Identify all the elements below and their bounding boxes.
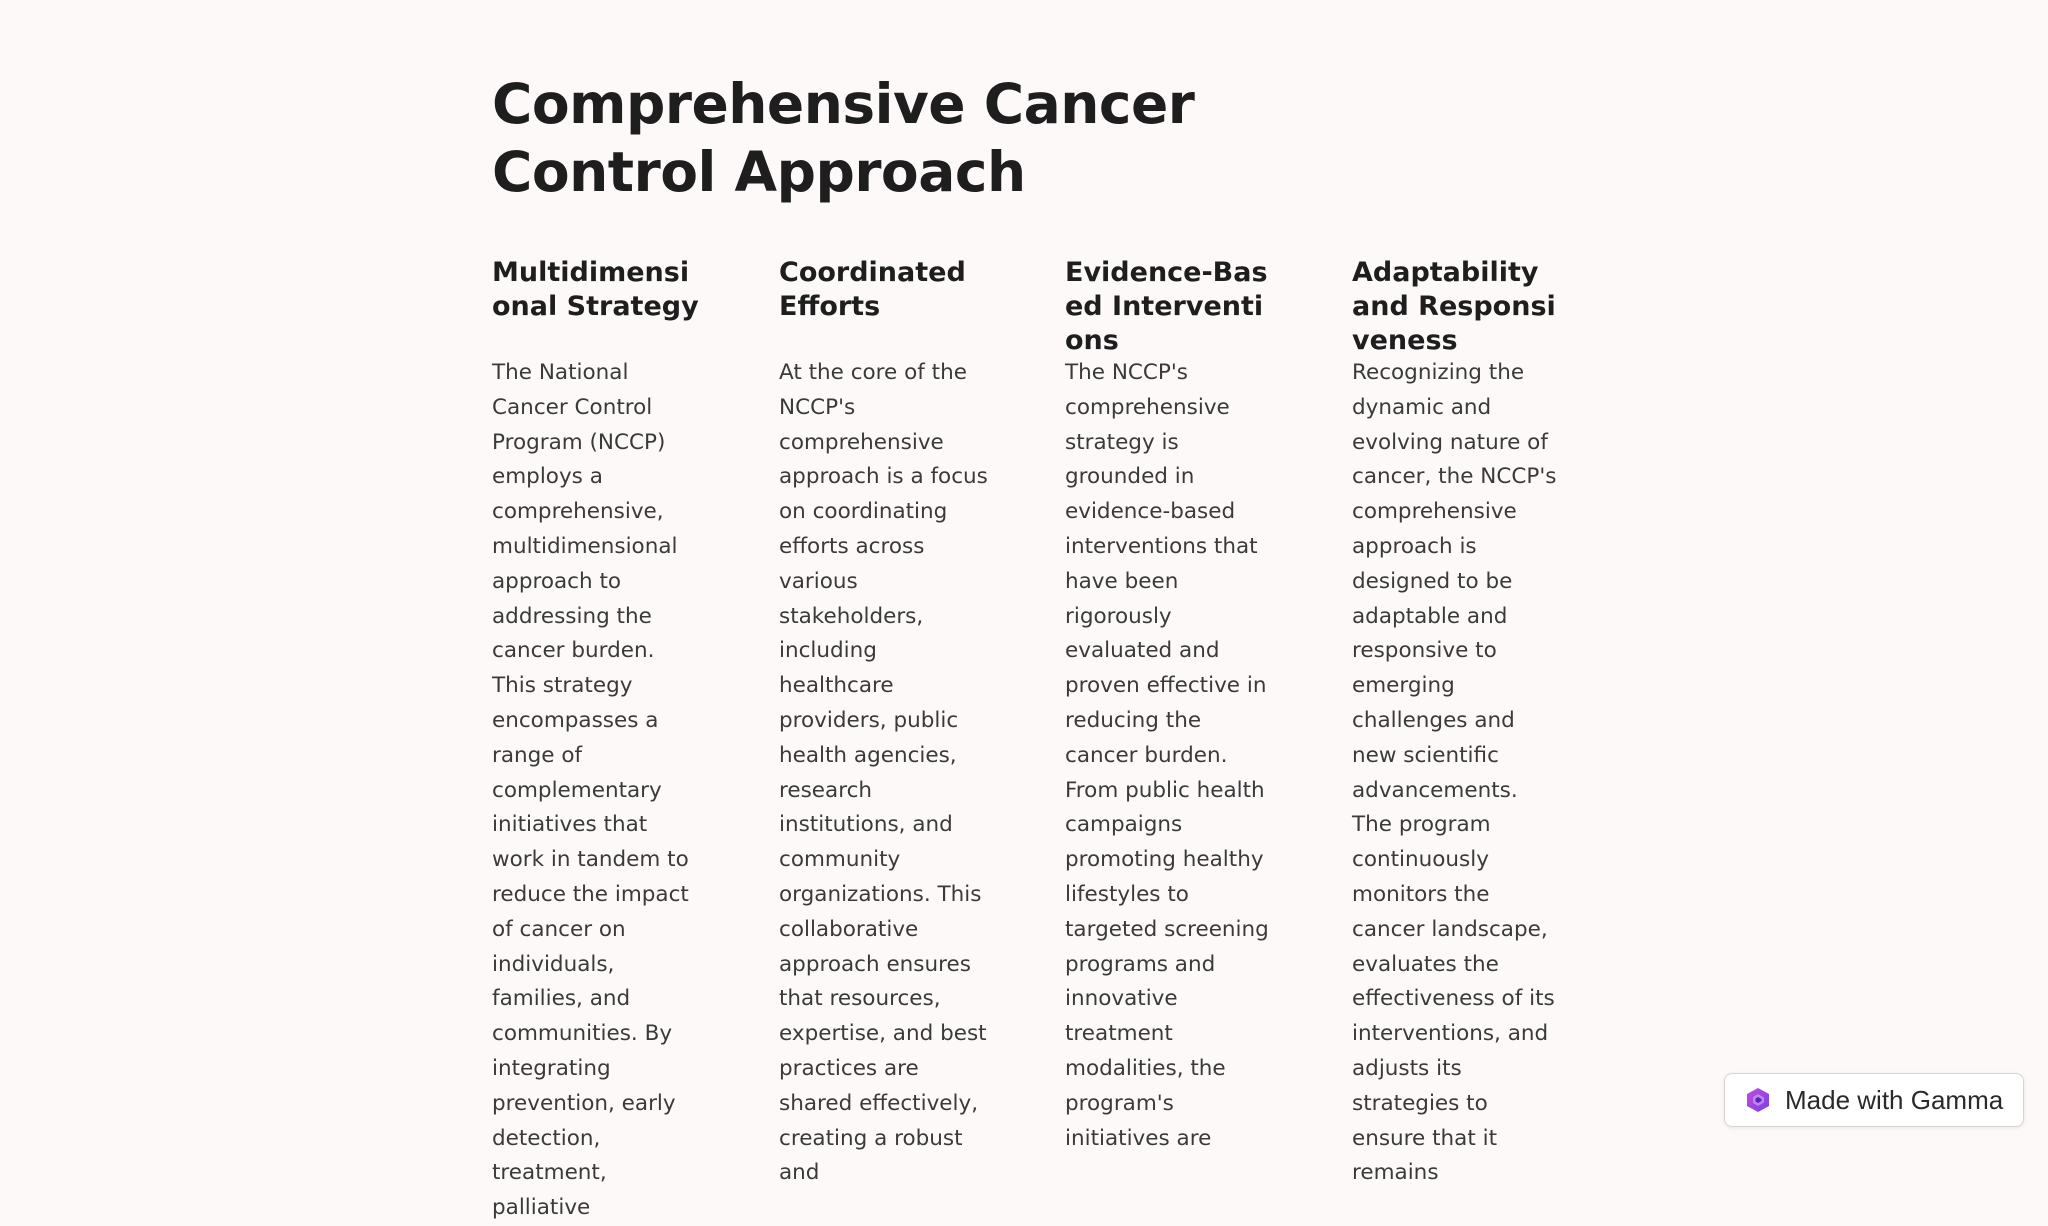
column-heading: Multidimensional Strategy bbox=[492, 257, 699, 322]
badge-label: Made with Gamma bbox=[1785, 1084, 2004, 1115]
column-body: At the core of the NCCP's comprehensive approach is a focus on coordinating efforts across various stakeholders, including healthcare providers, public health agencies, research institutions, and community organizations. This collaborative approach ensures that resources, expertise, and best practices are shared effectively, creating a robust and bbox=[779, 360, 988, 1186]
column-body: The National Cancer Control Program (NCCP) employs a comprehensive, multidimensional approach to addressing the cancer burden. This strategy encompasses a range of complementary initiatives that work in tandem to reduce the impact of cancer on individuals, families, and communities. By integrating prevention, early detection, treatment, palliative bbox=[492, 360, 689, 1221]
made-with-gamma-button[interactable] bbox=[1724, 1073, 2024, 1127]
column-coordinated-efforts bbox=[779, 256, 991, 1191]
gamma-logo-icon bbox=[1745, 1087, 1771, 1113]
column-body: Recognizing the dynamic and evolving nature of cancer, the NCCP's comprehensive approach is designed to be adaptable and responsive to emerging challenges and new scientific advancements. The program continuously monitors the cancer landscape, evaluates the effectiveness of its interventions, and adjusts its strategies to ensure that it remains bbox=[1352, 360, 1557, 1186]
page-title: Comprehensive Cancer Control Approach bbox=[492, 72, 1195, 204]
column-heading: Adaptability and Responsiveness bbox=[1352, 257, 1556, 356]
column-heading: Coordinated Efforts bbox=[779, 257, 966, 322]
column-multidimensional-strategy bbox=[492, 256, 704, 1226]
column-adaptability-responsiveness bbox=[1352, 256, 1564, 1191]
column-body: The NCCP's comprehensive strategy is grounded in evidence-based interventions that have been rigorously evaluated and proven effective in reducing the cancer burden. From public health campaigns promoting healthy lifestyles to targeted screening programs and innovative treatment modalities, the program's initiatives are bbox=[1065, 360, 1269, 1151]
column-heading: Evidence-Based Interventions bbox=[1065, 257, 1268, 356]
column-evidence-based-interventions bbox=[1065, 256, 1277, 1156]
